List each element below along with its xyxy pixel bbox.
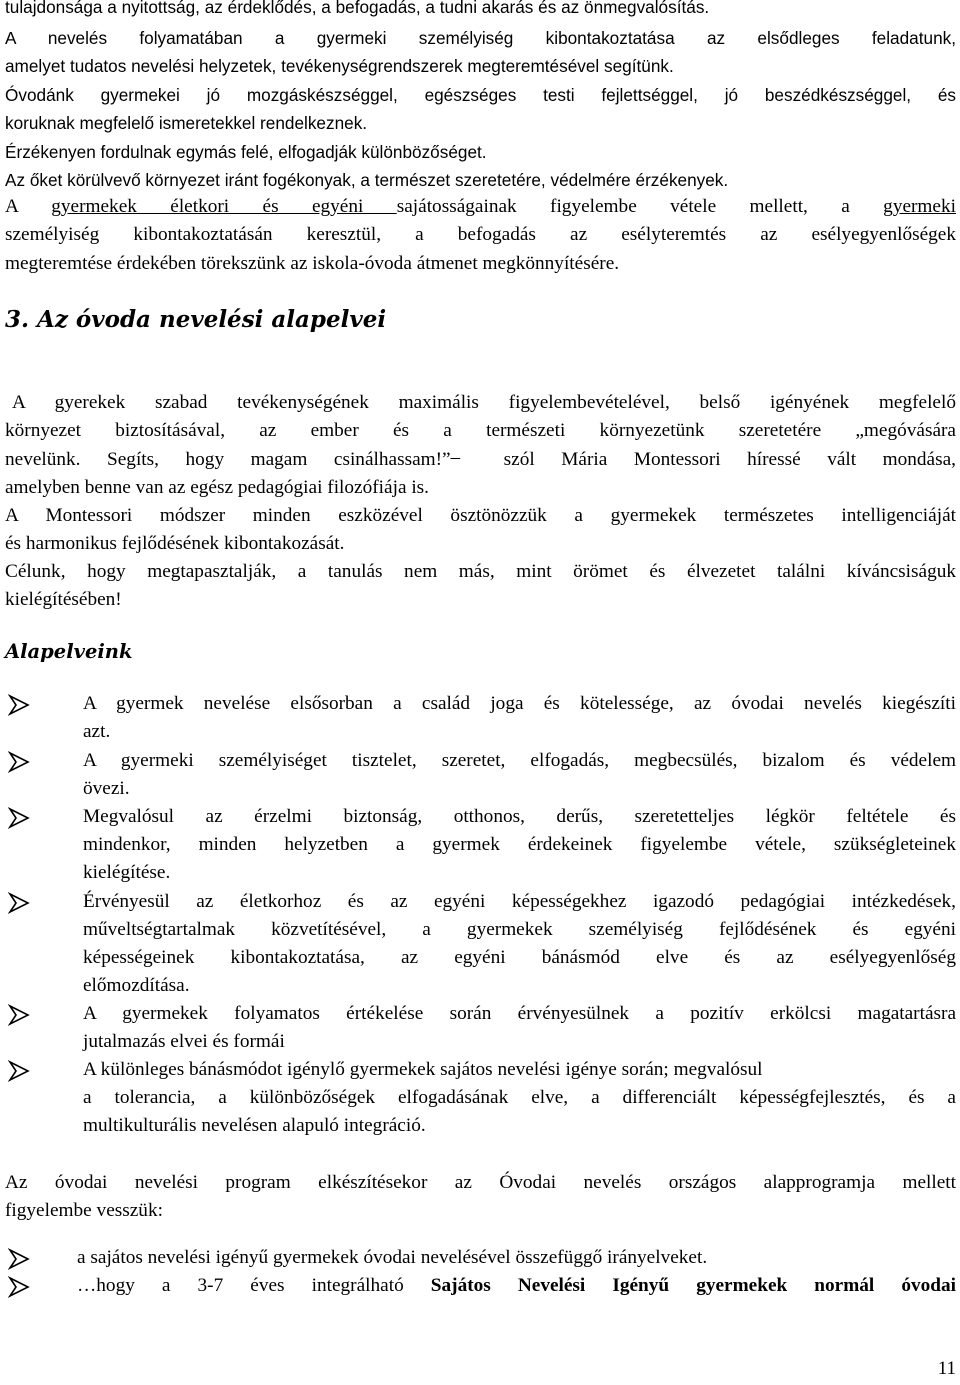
text-line: Érzékenyen fordulnak egymás felé, elfogadják különbözőséget.: [5, 142, 487, 162]
list-item-line: A különleges bánásmódot igénylő gyermekek sajátos nevelési igénye során; megvalósul: [83, 1059, 763, 1080]
text-line: figyelembe vesszük:: [5, 1200, 163, 1221]
text-line: A nevelés folyamatában a gyermeki személyiség kibontakoztatása az elsődleges feladatunk,: [5, 28, 956, 48]
text-line: kielégítésében!: [5, 589, 122, 610]
arrowhead-bullet-icon: [8, 892, 30, 914]
underlined-text: gyermekek életkori és egyéni: [51, 196, 397, 217]
text-line: koruknak megfelelő ismeretekkel rendelkeznek.: [5, 113, 368, 133]
arrowhead-bullet-icon: [8, 694, 30, 716]
text-line: személyiség kibontakoztatásán keresztül, a befogadás az esélyteremtés az esélyegyenlőségek: [5, 224, 956, 245]
list-item-line: műveltségtartalmak közvetítésével, a gyermekek személyiség fejlődésének és egyéni: [83, 919, 956, 940]
text-line: Célunk, hogy megtapasztalják, a tanulás nem más, mint örömet és élvezetet találni kíváncsiságuk: [5, 561, 956, 582]
text-line: A gyerekek szabad tevékenységének maximális figyelembevételével, belső igényének megfelelő: [12, 392, 956, 413]
underlined-text: gyermeki: [883, 196, 956, 217]
list-item-line: azt.: [83, 721, 111, 742]
list-item-line: multikulturális nevelésen alapuló integráció.: [83, 1115, 426, 1136]
list-item-line: képességeinek kibontakoztatása, az egyéni bánásmód elve és az esélyegyenlőség: [83, 947, 956, 968]
arrowhead-bullet-icon: [8, 1060, 30, 1082]
list-item-line: A gyermeki személyiséget tisztelet, szeretet, elfogadás, megbecsülés, bizalom és védelem: [83, 750, 956, 771]
text-line: tulajdonsága a nyitottság, az érdeklődés, a befogadás, a tudni akarás és az önmegvalósítás.: [5, 0, 710, 17]
text-line: amelyet tudatos nevelési helyzetek, tevékenységrendszerek megteremtésével segítünk.: [5, 56, 674, 76]
page-number: 11: [937, 1358, 956, 1379]
list-item-line: övezi.: [83, 778, 130, 799]
list-item-line: a sajátos nevelési igényű gyermekek óvodai nevelésével összefüggő irányelveket.: [77, 1247, 708, 1268]
text-line: A gyermekek életkori és egyéni sajátosságainak figyelembe vétele mellett, a gyermeki: [5, 196, 956, 217]
list-item-line: jutalmazás elvei és formái: [83, 1031, 285, 1052]
text-line: Az óvodai nevelési program elkészítésekor az Óvodai nevelés országos alapprogramja mellett: [5, 1172, 956, 1193]
text-line: környezet biztosításával, az ember és a természeti környezetünk szeretetére „megóvására: [5, 420, 956, 441]
list-item-line: kielégítése.: [83, 862, 171, 883]
arrowhead-bullet-icon: [8, 1248, 30, 1270]
arrowhead-bullet-icon: [8, 1004, 30, 1026]
arrowhead-bullet-icon: [8, 751, 30, 773]
list-item-line: előmozdítása.: [83, 975, 190, 996]
list-item-line: …hogy a 3-7 éves integrálható Sajátos Nevelési Igényű gyermekek normál óvodai: [77, 1275, 956, 1296]
text-line: és harmonikus fejlődésének kibontakozását.: [5, 533, 345, 554]
arrowhead-bullet-icon: [8, 1276, 30, 1298]
list-item-line: A gyermekek folyamatos értékelése során érvényesülnek a pozitív erkölcsi magatartásra: [83, 1003, 956, 1024]
text-line: Óvodánk gyermekei jó mozgáskészséggel, egészséges testi fejlettséggel, jó beszédkészséggel, és: [5, 85, 956, 105]
list-item-line: A gyermek nevelése elsősorban a család joga és kötelessége, az óvodai nevelés kiegészíti: [83, 693, 956, 714]
arrowhead-bullet-icon: [8, 807, 30, 829]
text-line: amelyben benne van az egész pedagógiai filozófiája is.: [5, 477, 429, 498]
list-item-line: a tolerancia, a különbözőségek elfogadásának elve, a differenciált képességfejlesztés, és a: [83, 1087, 956, 1108]
subsection-heading: Alapelveink: [5, 640, 133, 663]
text-line: megteremtése érdekében törekszünk az iskola-óvoda átmenet megkönnyítésére.: [5, 253, 620, 274]
list-item-line: Érvényesül az életkorhoz és az egyéni képességekhez igazodó pedagógiai intézkedések,: [83, 891, 956, 912]
text-line: nevelünk. Segíts, hogy magam csinálhassam!” ̶ szól Mária Montessori híressé vált mondása,: [5, 449, 956, 470]
bold-text: Sajátos Nevelési Igényű gyermekek normál óvodai: [430, 1275, 956, 1296]
text-line: A Montessori módszer minden eszközével ösztönözzük a gyermekek természetes intelligenciáját: [5, 505, 956, 526]
section-heading: 3. Az óvoda nevelési alapelvei: [5, 306, 387, 333]
text-line: Az őket körülvevő környezet iránt fogékonyak, a természet szeretetére, védelmére érzékenyek.: [5, 170, 729, 190]
list-item-line: Megvalósul az érzelmi biztonság, otthonos, derűs, szeretetteljes légkör feltétele és: [83, 806, 956, 827]
list-item-line: mindenkor, minden helyzetben a gyermek érdekeinek figyelembe vétele, szükségleteinek: [83, 834, 956, 855]
